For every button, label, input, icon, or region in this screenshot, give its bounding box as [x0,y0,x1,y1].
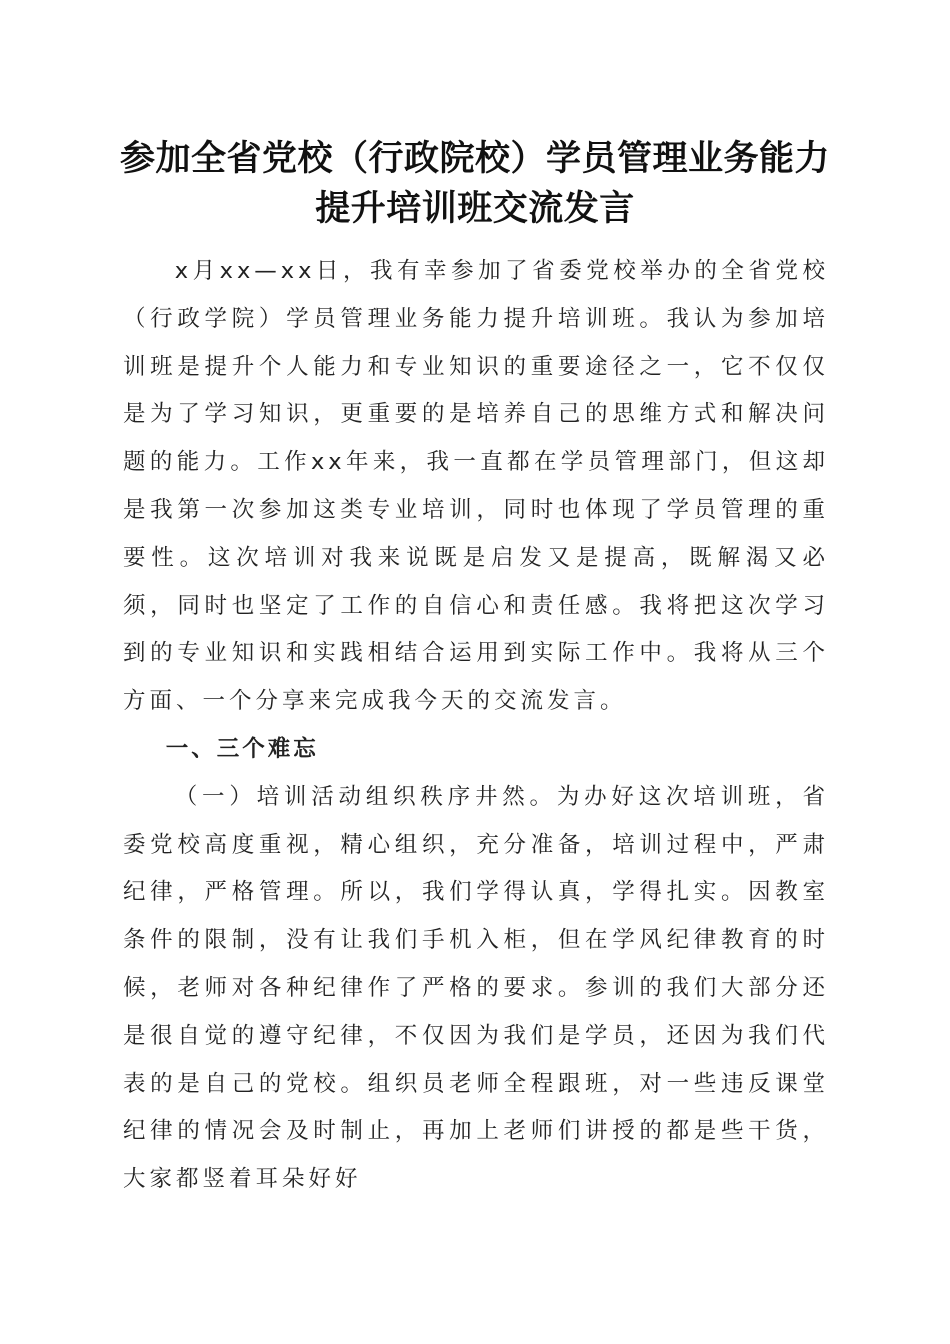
subsection-paragraph [123,774,829,1204]
subsection-title: （一）培训活动组织秩序井然。 [174,783,557,810]
intro-paragraph: x月xx—xx日，我有幸参加了省委党校举办的全省党校（行政学院）学员管理业务能力提升培训班。我认为参加培训班是提升个人能力和专业知识的重要途径之一，它不仅仅是为了学习知识，更重要的是培养自己的思维方式和解决问题的能力。工作xx年来，我一直都在学员管理部门，但这却是我第一次参加这类专业培训，同时也体现了学员管理的重要性。这次培训对我来说既是启发又是提高，既解渴又必须，同时也坚定了工作的自信心和责任感。我将把这次学习到的专业知识和实践相结合运用到实际工作中。我将从三个方面、一个分享来完成我今天的交流发言。 [123,258,829,715]
subsection-text: 为办好这次培训班，省委党校高度重视，精心组织，充分准备，培训过程中，严肃纪律，严格管理。所以，我们学得认真，学得扎实。因教室条件的限制，没有让我们手机入柜，但在学风纪律教育的时候，老师对各种纪律作了严格的要求。参训的我们大部分还是很自觉的遵守纪律，不仅因为我们是学员，还因为我们代表的是自己的党校。组织员老师全程跟班，对一些违反课堂纪律的情况会及时制止，再加上老师们讲授的都是些干货，大家都竖着耳朵好好 [123,783,829,1193]
document-body [123,248,829,1204]
title-line-2: 提升培训班交流发言 [315,188,635,229]
title-line-1: 参加全省党校（行政院校）学员管理业务能力 [119,138,830,179]
section-heading: 一、三个难忘 [165,735,319,762]
document-title [100,134,850,234]
